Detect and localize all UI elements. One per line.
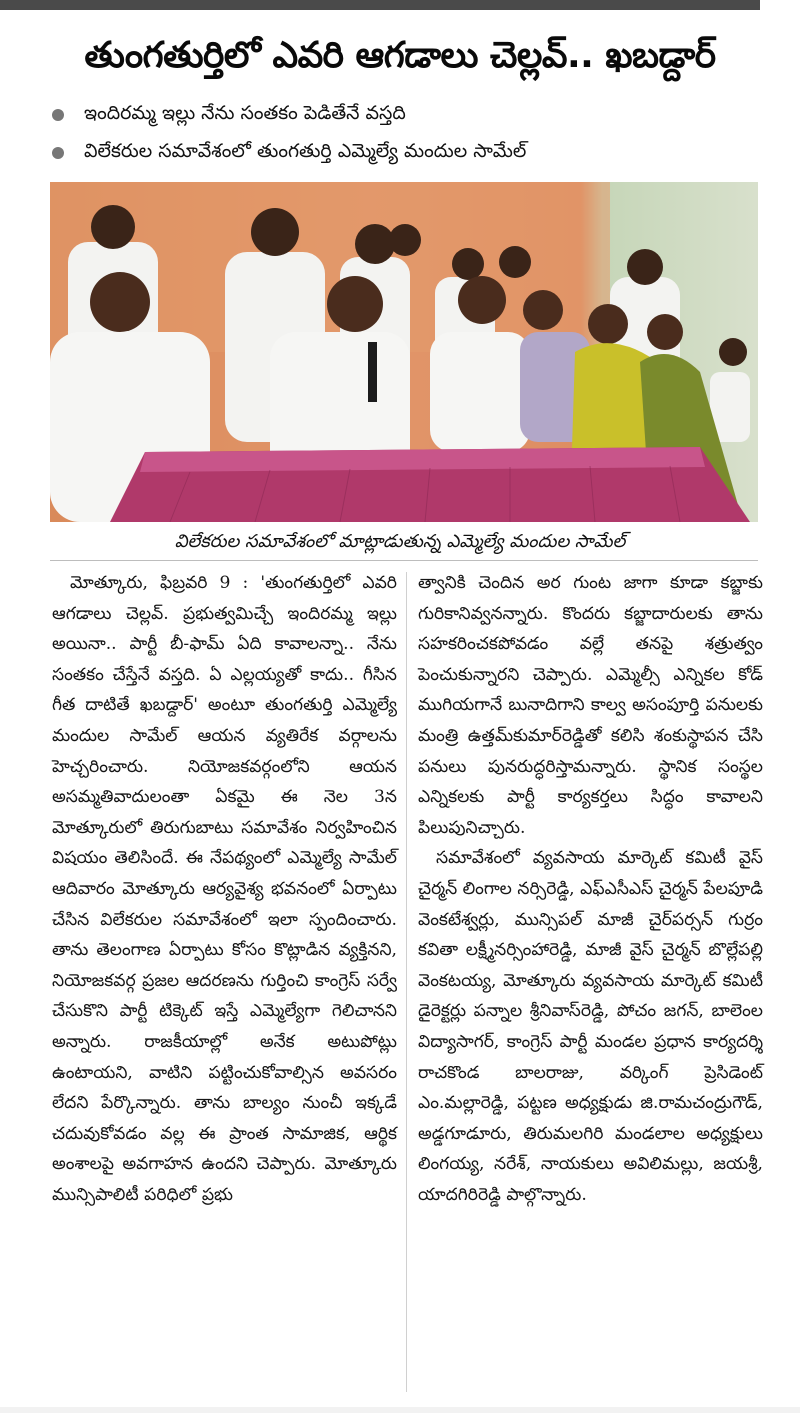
photo-caption: విలేకరుల సమావేశంలో మాట్లాడుతున్న ఎమ్మెల్యే మందుల సామేల్ [174, 531, 626, 552]
article-paragraph: సమావేశంలో వ్యవసాయ మార్కెట్ కమిటీ వైస్ చైర్మన్ లింగాల నర్సిరెడ్డి, ఎఫ్‌ఎసీఎస్ చైర్మన్ పేలపూడి వెంకటేశ్వర్లు, మున్సిపల్ మాజీ చైర్‌పర్సన్ గుర్రం కవితా లక్ష్మీనర్సింహారెడ్డి, మాజీ వైస్ చైర్మన్ బొల్లేపల్లి వెంకటయ్య, మోత్కూరు వ్యవసాయ మార్కెట్ కమిటీ డైరెక్టర్లు పన్నాల శ్రీనివాస్‌రెడ్డి, పోచం జగన్, బాలెంల విద్యాసాగర్, కాంగ్రెస్ పార్టీ మండల ప్రధాన కార్యదర్శి రాచకొండ బాలరాజు, వర్కింగ్ ప్రెసిడెంట్ ఎం.మల్లారెడ్డి, పట్టణ అధ్యక్షుడు జి.రామచంద్రుగౌడ్, అడ్డగూడూరు, తిరుమలగిరి మండలాల అధ్యక్షులు లింగయ్య, నరేశ్, నాయకులు అవిలిమల్లు, జయశ్రీ, యాదగిరిరెడ్డి పాల్గొన్నారు. [418, 848, 763, 1205]
press-meet-photo [50, 182, 758, 522]
bullet-icon [52, 147, 64, 159]
subheading-text: ఇందిరమ్మ ఇల్లు నేను సంతకం పెడితేనే వస్తది [84, 101, 406, 124]
article-paragraph: త్వానికి చెందిన అర గుంట జాగా కూడా కబ్జాకు గురికానివ్వనన్నారు. కొందరు కబ్జాదారులకు తాను సహకరించకపోవడం వల్లే తనపై శత్రుత్వం పెంచుకున్నారని చెప్పారు. ఎమ్మెల్సీ ఎన్నికల కోడ్ ముగియగానే బునాదిగాని కాల్వ అసంపూర్తి పనులకు మంత్రి ఉత్తమ్‌కుమార్‌రెడ్డితో కలిసి శంకుస్థాపన చేసి పనులు పునరుద్ధరిస్తామన్నారు. స్థానిక సంస్థల ఎన్నికలకు పార్టీ కార్యకర్తలు సిద్ధం కావాలని పిలుపునిచ్చారు. [418, 573, 763, 838]
bottom-edge [0, 1407, 800, 1413]
headline: తుంగతుర్తిలో ఎవరి ఆగడాలు చెల్లవ్.. ఖబడ్దార్ [84, 35, 716, 76]
article-paragraph: మోత్కూరు, ఫిబ్రవరి 9 : 'తుంగతుర్తిలో ఎవరి ఆగడాలు చెల్లవ్. ప్రభుత్వమిచ్చే ఇందిరమ్మ ఇల్లు అయినా.. పార్టీ బీ-ఫామ్ ఏది కావాలన్నా.. నేను సంతకం చేస్తేనే వస్తది. ఏ ఎల్లయ్యతో కాదు.. గీసిన గీత దాటితే ఖబడ్దార్' అంటూ తుంగతుర్తి ఎమ్మెల్యే మందుల సామేల్ ఆయన వ్యతిరేక వర్గాలను హెచ్చరించారు. నియోజకవర్గంలోని ఆయన అసమ్మతివాదులంతా ఏకమై ఈ నెల 3న మోత్కూరులో తిరుగుబాటు సమావేశం నిర్వహించిన విషయం తెలిసిందే. ఈ నేపథ్యంలో ఎమ్మెల్యే సామేల్ ఆదివారం మోత్కూరు ఆర్యవైశ్య భవనంలో ఏర్పాటు చేసిన విలేకరుల సమావేశంలో ఇలా స్పందించారు. తాను తెలంగాణ ఏర్పాటు కోసం కొట్లాడిన వ్యక్తినని, నియోజకవర్గ ప్రజల ఆదరణను గుర్తించి కాంగ్రెస్ సర్వే చేసుకొని పార్టీ టిక్కెట్ ఇస్తే ఎమ్మెల్యేగా గెలిచానని అన్నారు. రాజకీయాల్లో అనేక అటుపోట్లు ఉంటాయని, వాటిని పట్టించుకోవాల్సిన అవసరం లేదని పేర్కొన్నారు. తాను బాల్యం నుంచీ ఇక్కడే చదువుకోవడం వల్ల ఈ ప్రాంత సామాజిక, ఆర్థిక అంశాలపై అవగాహన ఉందని చెప్పారు. మోత్కూరు మున్సిపాలిటీ పరిధిలో ప్రభు [52, 573, 397, 1205]
subheadings [52, 96, 772, 172]
article-column-right [418, 568, 763, 1210]
bullet-icon [52, 109, 64, 121]
subheading-item [52, 96, 772, 134]
subheading-text: విలేకరుల సమావేశంలో తుంగతుర్తి ఎమ్మెల్యే మందుల సామేల్ [84, 139, 527, 162]
subheading-item [52, 134, 772, 172]
caption-divider [50, 560, 758, 561]
top-bar [0, 0, 760, 10]
column-divider [406, 572, 407, 1392]
photo-illustration [50, 182, 758, 522]
article-column-left [52, 568, 397, 1210]
